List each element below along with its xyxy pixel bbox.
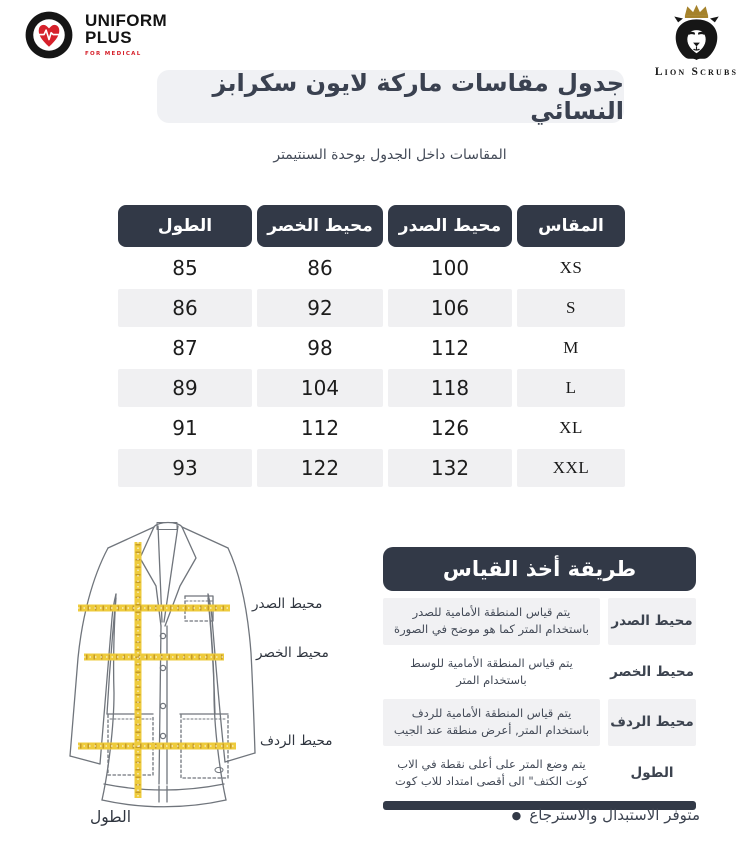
table-cell-waist: 92 <box>257 289 383 327</box>
measuring-tape-lines <box>78 542 236 798</box>
heart-ecg-icon <box>22 8 76 62</box>
column-header-waist: محيط الخصر <box>257 205 383 247</box>
measure-guide-row <box>383 750 696 797</box>
lion-scrubs-wordmark: Lion Scrubs <box>654 66 739 78</box>
table-cell-chest: 106 <box>388 289 512 327</box>
page-title: جدول مقاسات ماركة لايون سكرابز النسائي <box>212 68 624 125</box>
table-cell-chest: 132 <box>388 449 512 487</box>
measure-guide-row <box>383 649 696 696</box>
table-cell-size: XXL <box>517 449 625 487</box>
table-cell-waist: 98 <box>307 336 333 360</box>
bullet-icon: ● <box>511 808 522 822</box>
brand-name-line1: UNIFORM <box>85 11 168 30</box>
exchange-policy-note <box>512 806 700 824</box>
table-cell-chest: 126 <box>430 416 470 440</box>
measure-guide-row <box>383 598 696 645</box>
page-title-banner <box>157 70 624 123</box>
figure-label-chest: محيط الصدر <box>252 596 323 612</box>
lab-coat-figure <box>58 518 368 843</box>
column-header-chest: محيط الصدر <box>388 205 512 247</box>
table-cell-length: 86 <box>118 289 252 327</box>
page-subtitle: المقاسات داخل الجدول بوحدة السنتيمتر <box>273 147 507 163</box>
brand-tagline: FOR MEDICAL <box>85 50 142 57</box>
table-cell-length: 93 <box>118 449 252 487</box>
measure-guide-desc: يتم قياس المنطقة الأمامية للردف باستخدام المتر, أعرض منطقة عند الجيب <box>383 699 600 746</box>
table-cell-length: 85 <box>172 256 198 280</box>
column-header-size: المقاس <box>517 205 625 247</box>
table-cell-size: S <box>517 289 625 327</box>
measure-guide-title: طريقة أخذ القياس <box>442 557 637 581</box>
table-cell-size: XS <box>559 258 583 277</box>
uniform-plus-logo <box>22 8 167 62</box>
table-cell-size: L <box>517 369 625 407</box>
size-table <box>118 205 625 487</box>
brand-name-line2: PLUS <box>85 28 132 48</box>
figure-label-length: الطول <box>90 808 132 826</box>
table-cell-waist: 86 <box>307 256 333 280</box>
lion-scrubs-logo <box>648 3 745 78</box>
table-cell-chest: 118 <box>388 369 512 407</box>
measure-guide-desc: يتم وضع المتر على أعلى نقطة في الاب كوت الكتف" الى أقصى امتداد للاب كوت <box>394 756 589 788</box>
table-cell-chest: 100 <box>430 256 470 280</box>
figure-label-hip: محيط الردف <box>260 733 333 749</box>
table-cell-size: M <box>563 338 579 357</box>
table-cell-waist: 112 <box>300 416 340 440</box>
measure-guide-label: محيط الردف <box>608 699 696 746</box>
measure-guide-panel <box>383 547 696 810</box>
column-header-length: الطول <box>118 205 252 247</box>
measure-guide-desc: يتم قياس المنطقة الأمامية للوسط باستخدام المتر <box>410 655 573 687</box>
measure-guide-row <box>383 699 696 746</box>
table-cell-waist: 122 <box>257 449 383 487</box>
lion-crown-icon <box>648 3 745 61</box>
lab-coat-illustration <box>58 518 368 843</box>
measure-guide-label: محيط الصدر <box>608 598 696 645</box>
table-cell-chest: 112 <box>430 336 470 360</box>
measure-guide-header <box>383 547 696 591</box>
measure-guide-desc: يتم قياس المنطقة الأمامية للصدر باستخدام المتر كما هو موضح في الصورة <box>383 598 600 645</box>
table-cell-length: 89 <box>118 369 252 407</box>
table-cell-length: 91 <box>172 416 198 440</box>
measure-guide-label: الطول <box>630 764 674 781</box>
table-cell-waist: 104 <box>257 369 383 407</box>
table-cell-size: XL <box>559 418 583 437</box>
exchange-policy-text: متوفر الاستبدال والاسترجاع <box>529 806 700 824</box>
figure-label-waist: محيط الخصر <box>256 645 329 661</box>
table-cell-length: 87 <box>172 336 198 360</box>
measure-guide-label: محيط الخصر <box>610 663 694 680</box>
